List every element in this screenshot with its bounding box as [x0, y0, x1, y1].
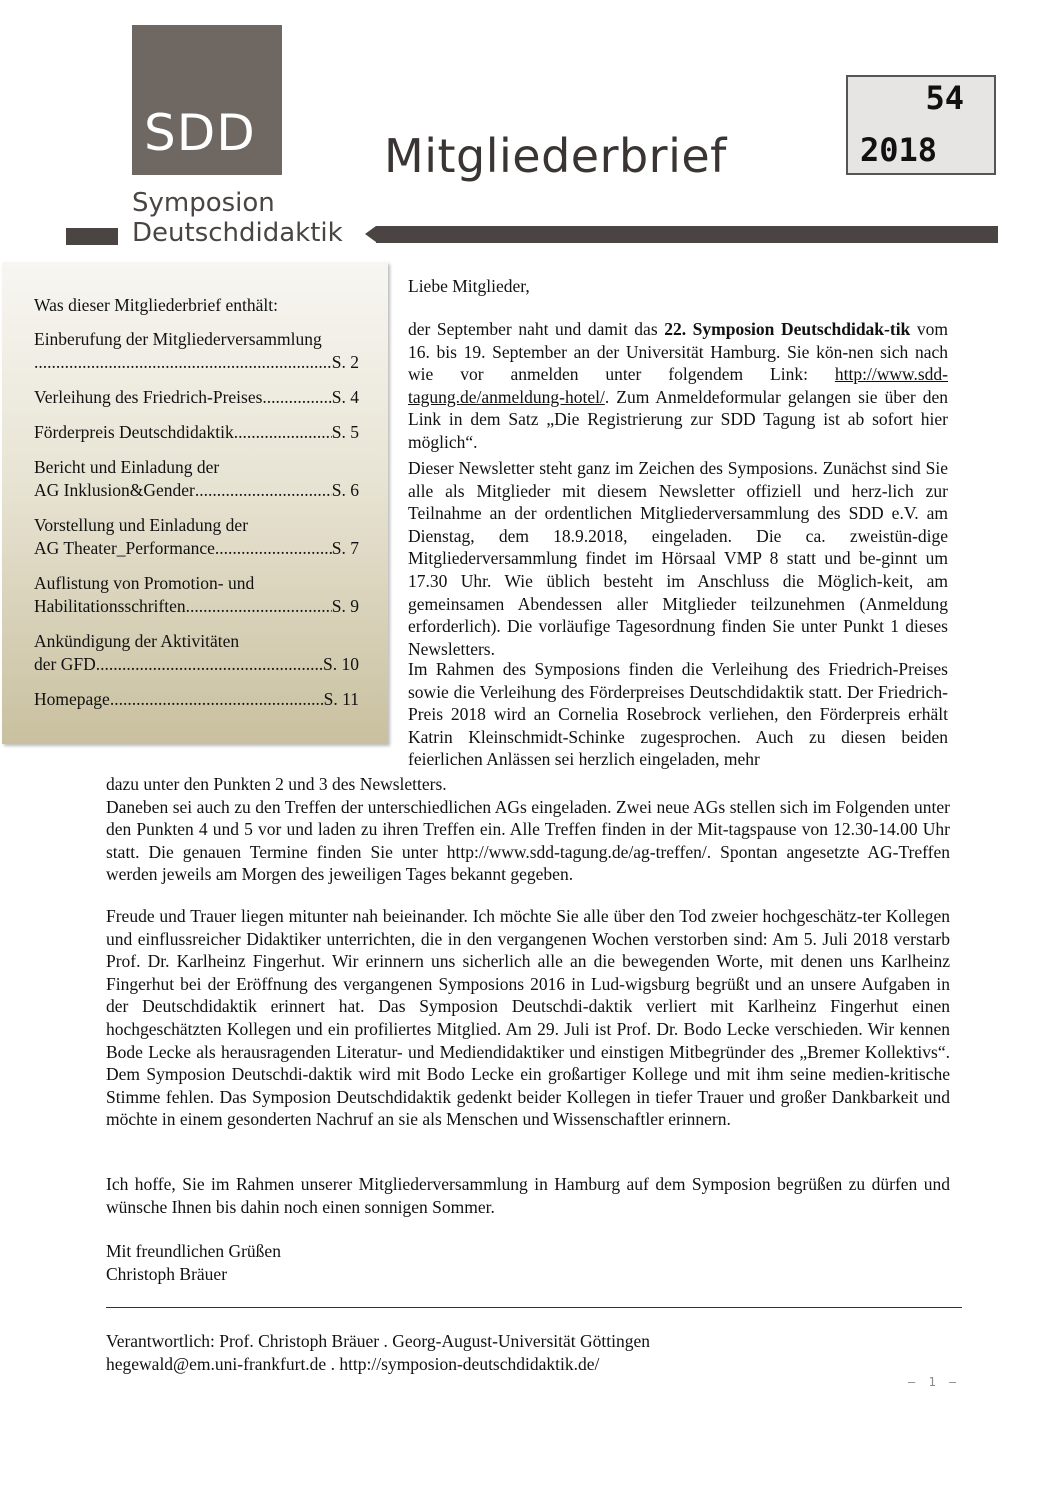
- masthead-title: Mitgliederbrief: [384, 129, 727, 183]
- footer-divider: [106, 1307, 962, 1308]
- toc-heading: Was dieser Mitgliederbrief enthält:: [34, 295, 278, 315]
- toc-entry-page: S. 2: [331, 352, 359, 372]
- toc-entry: [34, 630, 359, 676]
- toc-entry-page: S. 6: [331, 480, 359, 500]
- issue-year: 2018: [860, 131, 938, 169]
- sdd-logo: [132, 25, 282, 175]
- toc-entry-page: S. 10: [323, 654, 359, 674]
- issue-number: 54: [925, 79, 964, 117]
- toc-entry-title: Vorstellung und Einladung der: [34, 515, 249, 535]
- toc-entry: [34, 514, 359, 560]
- toc-entry-subtitle: AG Theater_Performance: [34, 538, 215, 558]
- paragraph-ag-meetings: Daneben sei auch zu den Treffen der unterschiedlichen AGs eingeladen. Zwei neue AGs stellen sich im Folgenden unter den Punkten 4 und 5 vor und laden zu ihren Treffen ein. Alle Treffen finden in der Mit-tagspause von 12.30-14.00 Uhr statt. Die genauen Termine finden Sie unter http://www.sdd-tagung.de/ag-treffen/. Spontan angesetzte AG-Treffen werden jeweils am Morgen des jeweiligen Tages bekannt gegeben.: [106, 796, 950, 885]
- intro-text: . Zum Anmeldeformular gelangen sie über den Link in dem Satz „Die Registrierung zur SDD Tagung ist ab sofort hier möglich“.: [408, 386, 948, 452]
- intro-text: vom 16. bis 19. September an der Universität Hamburg. Sie kön-nen sich nach wie vor anmelden unter folgendem Link:: [408, 319, 948, 385]
- toc-entry: [34, 421, 359, 444]
- toc-entry-page: S. 7: [331, 538, 359, 558]
- header-bar: [376, 226, 998, 243]
- paragraph-intro: [408, 318, 948, 454]
- paragraph-awards-continued: [106, 773, 950, 886]
- logo-name-line1: Symposion: [132, 188, 275, 218]
- toc-entry: [34, 688, 359, 711]
- toc-entry: [34, 572, 359, 618]
- page-number: – 1 –: [908, 1375, 960, 1389]
- toc-entry: [34, 386, 359, 409]
- signature: Christoph Bräuer: [106, 1264, 228, 1284]
- registration-link[interactable]: http://www.sdd-tagung.de/anmeldung-hotel/: [408, 364, 948, 407]
- toc-entry-page: S. 11: [323, 689, 359, 709]
- footer-line2: hegewald@em.uni-frankfurt.de . http://symposion-deutschdidaktik.de/: [106, 1354, 600, 1374]
- toc-entry-title: Ankündigung der Aktivitäten: [34, 631, 240, 651]
- toc-entry-subtitle: AG Inklusion&Gender: [34, 480, 195, 500]
- logo-bar: [66, 228, 118, 245]
- toc-entry-page: S. 5: [331, 422, 359, 442]
- toc-entry-title: Bericht und Einladung der: [34, 457, 220, 477]
- toc-entry-title: Homepage: [34, 689, 110, 709]
- logo-name-line2: Deutschdidaktik: [132, 218, 343, 248]
- table-of-contents: [2, 262, 388, 744]
- event-name: 22. Symposion Deutschdidak-tik: [664, 319, 911, 339]
- toc-entry-title: Verleihung des Friedrich-Preises: [34, 387, 263, 407]
- toc-entry-title: Einberufung der Mitgliederversammlung: [34, 329, 322, 349]
- footer-line1: Verantwortlich: Prof. Christoph Bräuer . Georg-August-Universität Göttingen: [106, 1331, 651, 1351]
- toc-entry-subtitle: Habilitationsschriften: [34, 596, 186, 616]
- footer: [106, 1330, 650, 1376]
- toc-entry-page: S. 4: [331, 387, 359, 407]
- closing-greeting: Mit freundlichen Grüßen: [106, 1241, 281, 1261]
- intro-text: der September naht und damit das: [408, 319, 665, 339]
- awards-text: dazu unter den Punkten 2 und 3 des Newsletters.: [106, 774, 447, 794]
- toc-entry-title: Förderpreis Deutschdidaktik: [34, 422, 234, 442]
- toc-entry-title: Auflistung von Promotion- und: [34, 573, 255, 593]
- paragraph-closing: Ich hoffe, Sie im Rahmen unserer Mitgliederversammlung in Hamburg auf dem Symposion begrüßen zu dürfen und wünsche Ihnen bis dahin noch einen sonnigen Sommer.: [106, 1174, 950, 1217]
- toc-entry-subtitle: der GFD: [34, 654, 96, 674]
- toc-entry: [34, 456, 359, 502]
- header-bar-tip: [365, 226, 376, 242]
- logo-wordmark: [132, 188, 343, 248]
- logo-abbreviation: SDD: [144, 104, 256, 162]
- toc-entry-page: S. 9: [331, 596, 359, 616]
- issue-box: [846, 75, 996, 175]
- salutation: Liebe Mitglieder,: [408, 276, 530, 296]
- toc-entry: [34, 328, 359, 374]
- paragraph-obituary: Freude und Trauer liegen mitunter nah beieinander. Ich möchte Sie alle über den Tod zweier hochgeschätz-ter Kollegen und einflussreicher Didaktiker unterrichten, die in den vergangenen Wochen verstorben sind: Am 5. Juli 2018 verstarb Prof. Dr. Karlheinz Fingerhut. Wir erinnern uns sicherlich alle an die bewegenden Worte, mit denen uns Karlheinz Fingerhut bei der Eröffnung des vergangenen Symposions 2016 in Lud-wigsburg begrüßt und an unsere Aufgaben in der Deutschdidaktik erinnert hat. Das Symposion Deutschdi-daktik verliert mit Karlheinz Fingerhut einen hochgeschätzten Kollegen und ein profiliertes Mitglied. Am 29. Juli ist Prof. Dr. Bodo Lecke verschieden. Wir kennen Bode Lecke als herausragenden Literatur- und Mediendidaktiker und einstigen Mitbegründer des „Bremer Kollektivs“. Dem Symposion Deutschdi-daktik wird mit Bodo Lecke ein großartiger Kollege und mit ihm seine medien-kritische Stimme fehlen. Das Symposion Deutschdidaktik gedenkt beider Kollegen in tiefer Trauer und großer Dankbarkeit und möchte in einem gesonderten Nachruf an sie als Menschen und Wissenschaftler erinnern.: [106, 906, 950, 1130]
- paragraph-assembly: Dieser Newsletter steht ganz im Zeichen des Symposions. Zunächst sind Sie alle als Mitglieder mit diesem Newsletter offiziell und herz-lich zur Teilnahme an der ordentlichen Mitgliederversammlung des SDD e.V. am Dienstag, dem 18.9.2018, eingeladen. Die ca. zweistün-dige Mitgliederversammlung findet im Hörsaal VMP 8 statt und be-ginnt um 17.30 Uhr. Wie üblich besteht im Anschluss die Möglich-keit, am gemeinsamen Abendessen aller Mitglieder teilzunehmen (Anmeldung erforderlich). Die vorläufige Tagesordnung finden Sie unter Punkt 1 dieses Newsletters.: [408, 458, 948, 659]
- paragraph-awards: Im Rahmen des Symposions finden die Verleihung des Friedrich-Preises sowie die Verleihung des Förderpreises Deutschdidaktik statt. Der Friedrich-Preis 2018 wird an Cornelia Rosebrock verliehen, den Förderpreis erhält Katrin Kleinschmidt-Schinke zugesprochen. Auch zu diesen beiden feierlichen Anlässen sei herzlich eingeladen, mehr: [408, 659, 948, 770]
